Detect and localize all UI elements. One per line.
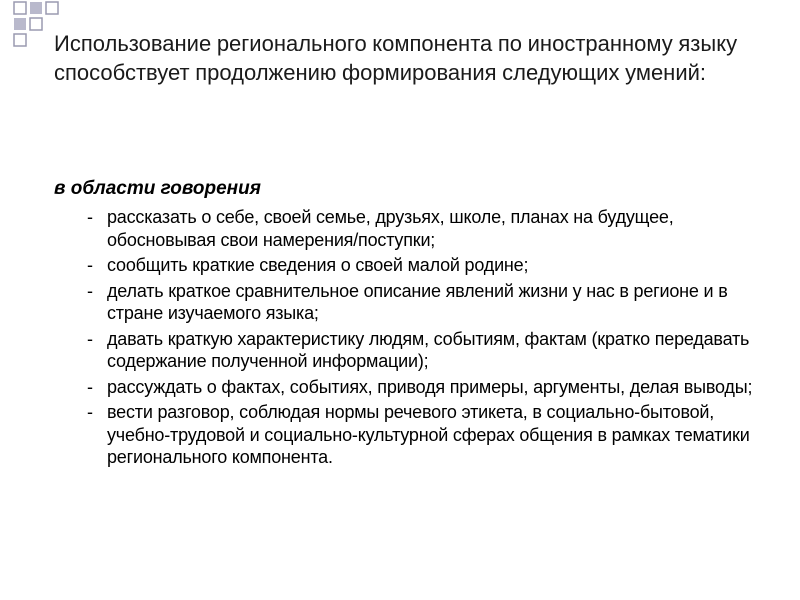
dash-bullet: - [87,402,93,422]
dash-bullet: - [87,328,93,349]
dash-bullet: - [87,255,93,275]
dash-bullet: - [87,207,93,227]
bullet-text: сообщить краткие сведения о своей малой родине; [107,255,529,275]
bullet-text: вести разговор, соблюдая нормы речевого этикета, в социально-бытовой, учебно-трудовой и социально-культурной сферах общения в рамках тематики регионального компонента. [107,402,750,467]
bullet-item [87,280,754,325]
bullet-text: давать краткую характеристику людям, событиям, фактам (кратко передавать содержание полученной информации); [107,328,750,371]
bullet-item [87,376,754,399]
bullet-text: делать краткое сравнительное описание явлений жизни у нас в регионе и в стране изучаемого языка; [107,280,728,323]
decoration-square [30,18,42,30]
decoration-square [30,2,42,14]
decoration-square [14,18,26,30]
decoration-square [14,34,26,46]
dash-bullet: - [87,376,93,397]
bullet-text: рассуждать о фактах, событиях, приводя примеры, аргументы, делая выводы; [107,376,753,397]
dash-bullet: - [87,280,93,301]
section-heading: в области говорения [54,178,261,199]
bullet-text: рассказать о себе, своей семье, друзьях, школе, планах на будущее, обосновывая свои намерения/поступки; [107,207,674,250]
decoration-square [46,2,58,14]
bullet-item [87,206,754,251]
slide-body [54,176,754,472]
bullet-list [54,206,754,469]
slide-title: Использование регионального компонента по иностранному языку способствует продолжению формирования следующих умений: [54,31,738,85]
bullet-item [87,328,754,373]
bullet-item [87,254,754,277]
decoration-square [14,2,26,14]
bullet-item [87,401,754,469]
